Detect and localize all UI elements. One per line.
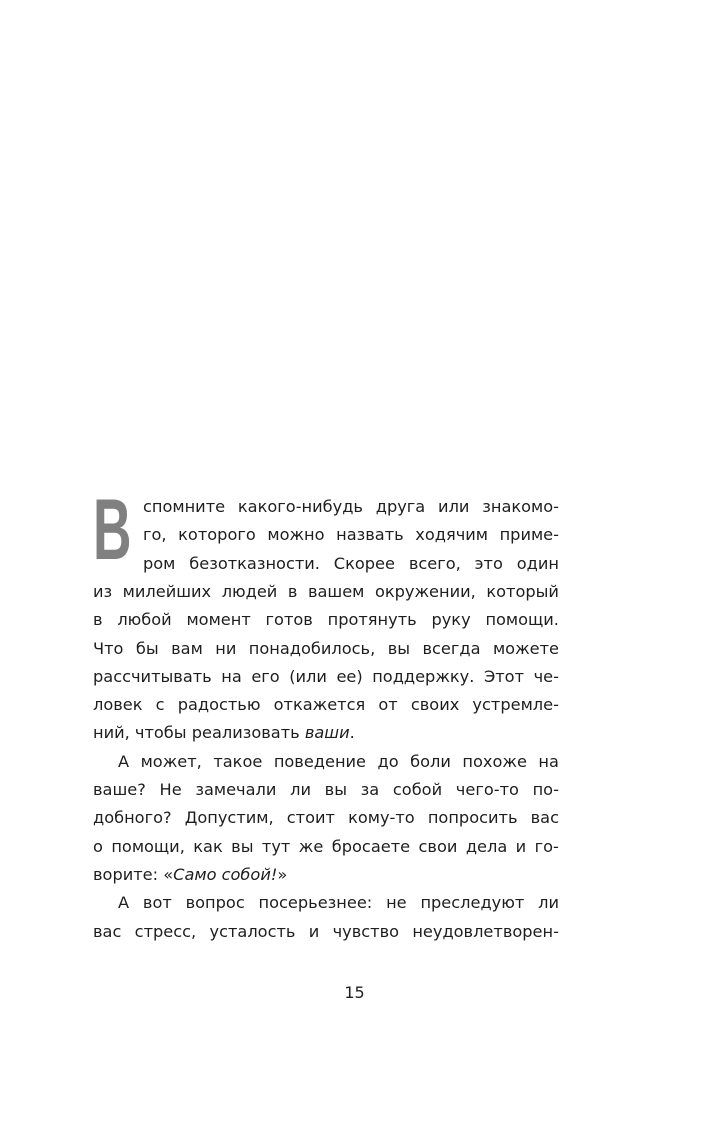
text-line xyxy=(93,606,559,634)
word: ни xyxy=(215,638,237,658)
word: по- xyxy=(532,780,559,799)
word: бы xyxy=(135,638,159,658)
drop-cap: В xyxy=(93,482,132,578)
italic-phrase: Само собой! xyxy=(173,864,278,884)
word: че- xyxy=(533,666,559,686)
word: вас xyxy=(93,921,122,941)
word: ли xyxy=(538,893,559,913)
word: всегда xyxy=(422,638,481,658)
word: безотказности. xyxy=(189,553,320,573)
word: которого xyxy=(178,525,256,545)
word: поведение xyxy=(273,751,367,771)
word: такое xyxy=(213,751,263,771)
word: о xyxy=(93,836,103,856)
word: за xyxy=(360,780,380,799)
word: дела xyxy=(465,836,508,856)
word: вопрос xyxy=(185,893,245,913)
word: любой xyxy=(117,610,172,630)
word: руку xyxy=(431,610,471,630)
word: поддержку. xyxy=(372,666,475,686)
word: или xyxy=(438,497,470,516)
word: добного? xyxy=(93,808,172,828)
text-line xyxy=(93,776,559,804)
text-line xyxy=(118,748,559,776)
word: Не xyxy=(159,780,182,799)
word: А xyxy=(118,893,130,913)
page-number: 15 xyxy=(344,983,365,1002)
word: стоит xyxy=(286,808,335,828)
word: момент xyxy=(186,610,251,630)
word: какого-нибудь xyxy=(237,497,363,516)
word: радостью xyxy=(177,695,261,715)
word: вы xyxy=(324,780,347,799)
text-line-main: ний, чтобы реализовать xyxy=(93,723,305,743)
word: тут xyxy=(261,836,291,856)
word: стресс, xyxy=(134,921,197,941)
word: преследуют xyxy=(420,893,525,913)
word: похоже xyxy=(462,751,527,771)
word: боли xyxy=(410,751,451,771)
text-line xyxy=(93,578,559,606)
word: А xyxy=(118,751,130,771)
word: вы xyxy=(231,836,254,856)
word: его xyxy=(251,666,280,686)
word: Допустим, xyxy=(184,808,274,828)
word: может, xyxy=(140,751,202,771)
word: людей xyxy=(221,581,278,601)
text-line xyxy=(93,635,559,663)
word: ловек xyxy=(93,695,143,715)
word: понадобилось, xyxy=(248,638,376,658)
word: помощи. xyxy=(485,610,559,630)
word: вас xyxy=(530,808,559,828)
word: собой xyxy=(392,780,443,799)
word: рассчитывать xyxy=(93,666,212,686)
text-line xyxy=(118,889,559,917)
word: вы xyxy=(387,638,411,658)
word: друга xyxy=(375,497,426,516)
word: и xyxy=(515,836,527,856)
word: можно xyxy=(267,525,325,545)
word: Скорее xyxy=(333,553,395,573)
word: замечали xyxy=(195,780,277,799)
word: один xyxy=(516,553,559,573)
text-line xyxy=(93,833,559,861)
word: ром xyxy=(143,553,176,573)
word: из xyxy=(93,581,113,601)
word: го, xyxy=(143,525,167,545)
word: Что xyxy=(93,638,124,658)
word: спомните xyxy=(143,497,226,516)
word: до xyxy=(377,751,399,771)
word: же xyxy=(298,836,324,856)
word: помощи, xyxy=(111,836,185,856)
word: своих xyxy=(410,695,460,715)
word: чего-то xyxy=(455,780,519,799)
word: и xyxy=(308,921,320,941)
word: бросаете xyxy=(331,836,411,856)
word: усталость xyxy=(209,921,296,941)
text-line xyxy=(93,918,559,946)
italic-phrase: ваши xyxy=(304,723,350,743)
word: как xyxy=(193,836,223,856)
word: в xyxy=(287,581,298,601)
word: можете xyxy=(492,638,559,658)
text-line xyxy=(93,861,559,889)
word: окружении, xyxy=(374,581,476,601)
word: неудовлетворен- xyxy=(412,921,559,941)
word: это xyxy=(474,553,503,573)
word: на xyxy=(221,666,242,686)
word: свои xyxy=(418,836,458,856)
text-line-tail: . xyxy=(349,723,355,743)
word: приме- xyxy=(499,525,559,545)
text-line xyxy=(143,521,559,549)
word: вашем xyxy=(307,581,365,601)
word: всего, xyxy=(408,553,461,573)
word: который xyxy=(486,581,559,601)
text-line xyxy=(93,719,559,747)
word: на xyxy=(538,751,559,771)
word: ваше? xyxy=(93,780,146,799)
word: вам xyxy=(171,638,203,658)
word: (или xyxy=(289,666,327,686)
text-line-tail: » xyxy=(277,864,288,884)
word: откажется xyxy=(273,695,366,715)
word: посерьезнее: xyxy=(258,893,373,913)
word: устремле- xyxy=(472,695,559,715)
text-line xyxy=(93,804,559,832)
text-line xyxy=(143,550,559,578)
word: не xyxy=(386,893,407,913)
word: с xyxy=(155,695,165,715)
word: кому-то xyxy=(348,808,415,828)
word: Этот xyxy=(483,666,525,686)
word: милейших xyxy=(122,581,212,601)
word: чувство xyxy=(332,921,400,941)
text-line xyxy=(143,493,559,521)
text-line xyxy=(93,663,559,691)
word: ли xyxy=(290,780,311,799)
word: знакомо- xyxy=(482,497,559,516)
text-line-main: ворите: « xyxy=(93,864,174,884)
word: го- xyxy=(534,836,559,856)
word: в xyxy=(93,610,103,630)
word: ходячим xyxy=(415,525,488,545)
word: вот xyxy=(142,893,172,913)
word: от xyxy=(378,695,398,715)
word: попросить xyxy=(427,808,518,828)
text-line xyxy=(93,691,559,719)
word: протянуть xyxy=(327,610,417,630)
word: ее) xyxy=(336,666,363,686)
word: назвать xyxy=(336,525,404,545)
word: готов xyxy=(265,610,313,630)
